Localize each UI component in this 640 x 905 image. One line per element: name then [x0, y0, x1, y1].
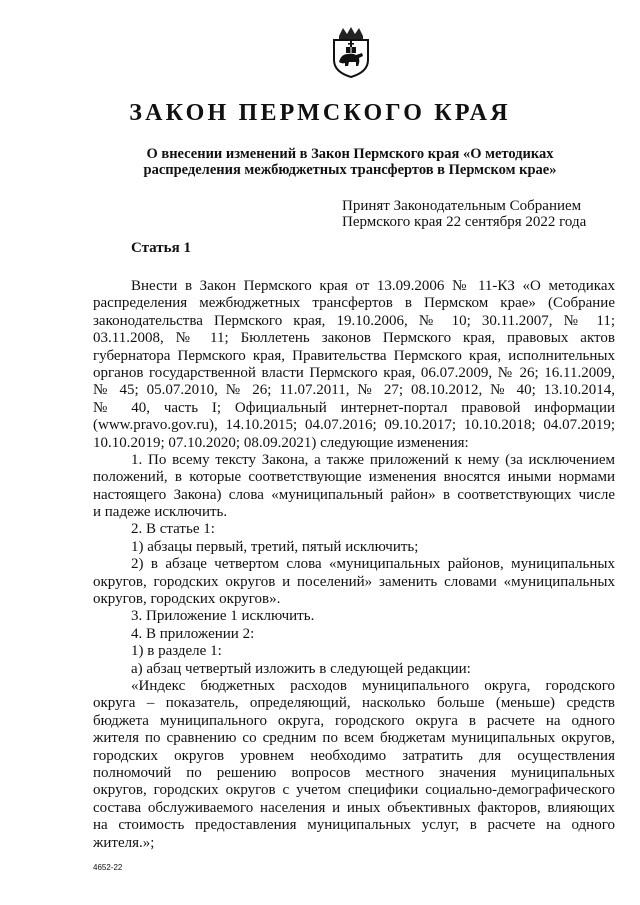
- body-text-line: законодательства Пермского края, 19.10.2006, № 10; 30.11.2007, № 11;: [93, 312, 615, 329]
- adoption-line: Принят Законодательным Собранием: [342, 198, 582, 214]
- body-text-line: Внести в Закон Пермского края от 13.09.2006 № 11-КЗ «О методиках: [131, 278, 615, 294]
- document-number: 4652-22: [93, 863, 123, 872]
- body-text-line: 2. В статье 1:: [131, 521, 215, 538]
- law-subtitle: [100, 146, 600, 178]
- body-text-line: 03.11.2008, № 11; Бюллетень законов Пермского края, правовых актов: [93, 330, 615, 347]
- article-body: [93, 278, 615, 852]
- body-text-line: на стоимость предоставления муниципальных услуг, в расчете на одного: [93, 817, 615, 834]
- body-text-line: городских округов уровнем необходимо затратить для осуществления: [93, 747, 615, 764]
- body-text-line: «Индекс бюджетных расходов муниципального округа, городского: [131, 677, 615, 694]
- body-text-line: № 40, часть I; Официальный интернет-портал правовой информации: [93, 399, 615, 416]
- body-text-line: губернатора Пермского края, Правительства Пермского края, исполнительных: [93, 347, 615, 364]
- body-text-line: 10.10.2019; 07.10.2020; 08.09.2021) следующие изменения:: [93, 434, 469, 451]
- body-text-line: 1. По всему тексту Закона, а также приложений к нему (за исключением: [131, 451, 615, 468]
- coat-of-arms-emblem: [329, 26, 373, 78]
- body-text-line: округов, городских округов».: [93, 591, 281, 608]
- body-text-line: жителя.»;: [93, 834, 155, 851]
- body-text-line: (www.pravo.gov.ru), 14.10.2015; 04.07.2016; 09.10.2017; 10.10.2018; 04.07.2019;: [93, 417, 615, 434]
- body-text-line: 2) в абзаце четвертом слова «муниципальных районов, муниципальных: [131, 556, 615, 573]
- body-text-line: жителя по сравнению со средним по всем бюджетам муниципальных округов,: [93, 730, 615, 747]
- body-text-line: состава обслуживаемого населения и иных объективных факторов, влияющих: [93, 799, 615, 816]
- adoption-note: [342, 198, 586, 230]
- law-title: ЗАКОН ПЕРМСКОГО КРАЯ: [129, 100, 511, 126]
- body-text-line: 3. Приложение 1 исключить.: [131, 608, 315, 625]
- body-text-line: округа – показатель, определяющий, насколько больше (меньше) средств: [93, 695, 615, 712]
- body-text-line: положений, в которые соответствующие изменения вносятся иными нормами: [93, 469, 615, 486]
- body-text-line: бюджета муниципального округа, городского округа в расчете на одного: [93, 712, 615, 729]
- body-text-line: 1) в разделе 1:: [131, 643, 222, 660]
- body-text-line: настоящего Закона) слова «муниципальный район» в соответствующих числе: [93, 486, 615, 503]
- body-text-line: а) абзац четвертый изложить в следующей редакции:: [131, 660, 471, 677]
- body-text-line: 4. В приложении 2:: [131, 625, 255, 642]
- subtitle-line: распределения межбюджетных трансфертов в Пермском крае»: [143, 162, 557, 178]
- article-heading: Статья 1: [131, 240, 191, 256]
- body-text-line: округов, городских округов и поселений» заменить словами «муниципальных: [93, 573, 615, 590]
- body-text-line: органов государственной власти Пермского края, 06.07.2009, № 26; 16.11.2009,: [93, 364, 615, 381]
- body-text-line: полномочий по решению вопросов местного значения муниципальных: [93, 764, 615, 781]
- subtitle-line: О внесении изменений в Закон Пермского края «О методиках: [146, 146, 554, 162]
- adoption-line: Пермского края 22 сентября 2022 года: [342, 214, 587, 230]
- body-text-line: и падеже исключить.: [93, 504, 228, 521]
- body-text-line: 1) абзацы первый, третий, пятый исключить;: [131, 538, 419, 555]
- body-text-line: № 45; 05.07.2010, № 26; 11.07.2011, № 27; 08.10.2012, № 40; 13.10.2014,: [93, 382, 615, 399]
- body-text-line: округов, городских округов с учетом специфики социально-демографического: [93, 782, 615, 799]
- body-text-line: распределения межбюджетных трансфертов в Пермском крае» (Собрание: [93, 295, 615, 312]
